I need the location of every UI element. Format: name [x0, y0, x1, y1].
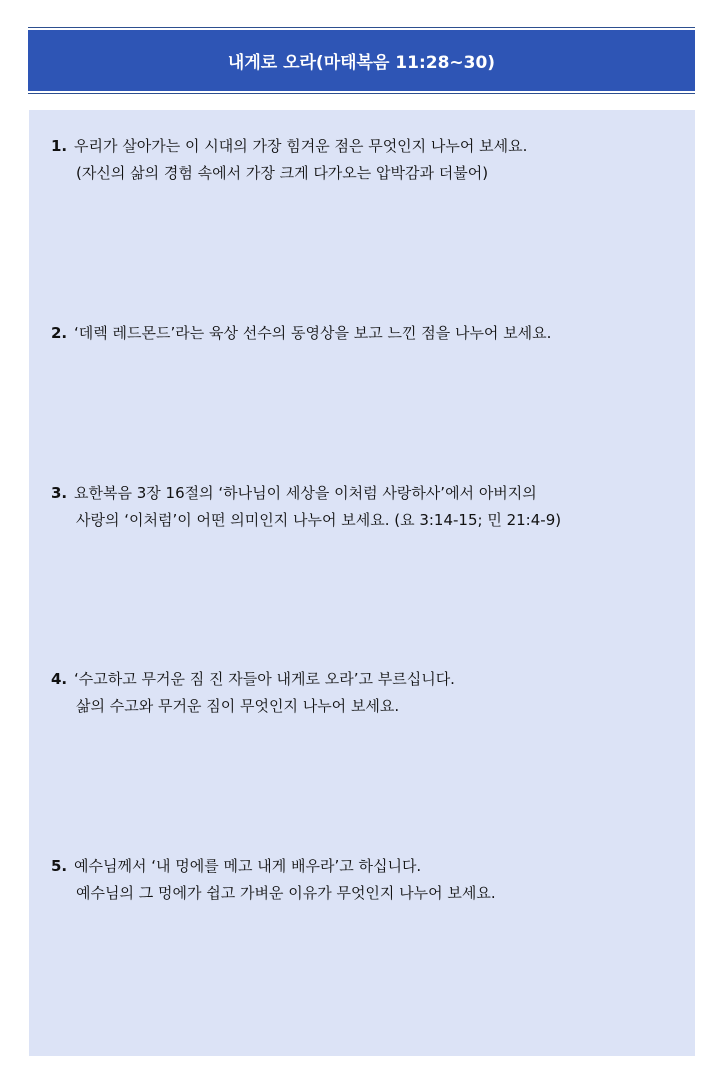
question-5 [51, 853, 681, 907]
question-number: 1. [51, 137, 68, 155]
question-3 [51, 480, 681, 534]
question-number: 5. [51, 857, 68, 875]
question-2 [51, 320, 681, 347]
page-title: 내게로 오라(마태복음 11:28~30) [28, 30, 695, 91]
question-text: ‘수고하고 무거운 짐 진 자들아 내게로 오라’고 부르십니다. [74, 670, 455, 688]
question-text: 삶의 수고와 무거운 짐이 무엇인지 나누어 보세요. [76, 697, 400, 715]
question-text: 사랑의 ‘이처럼’이 어떤 의미인지 나누어 보세요. (요 3:14-15; 민 21:4-9) [76, 511, 562, 529]
question-number: 3. [51, 484, 68, 502]
question-number: 4. [51, 670, 68, 688]
question-3-line-1 [51, 480, 681, 507]
question-1-line-2 [51, 160, 681, 187]
question-5-line-2 [51, 880, 681, 907]
question-5-line-1 [51, 853, 681, 880]
question-1 [51, 133, 681, 187]
question-3-line-2 [51, 507, 681, 534]
question-4-line-2 [51, 693, 681, 720]
question-4-line-1 [51, 666, 681, 693]
question-number: 2. [51, 324, 68, 342]
question-text: 예수님께서 ‘내 멍에를 메고 내게 배우라’고 하십니다. [74, 857, 422, 875]
question-text: (자신의 삶의 경험 속에서 가장 크게 다가오는 압박감과 더불어) [76, 164, 489, 182]
question-text: 우리가 살아가는 이 시대의 가장 힘겨운 점은 무엇인지 나누어 보세요. [74, 137, 528, 155]
question-1-line-1 [51, 133, 681, 160]
question-panel [29, 110, 695, 1056]
question-text: 예수님의 그 멍에가 쉽고 가벼운 이유가 무엇인지 나누어 보세요. [76, 884, 496, 902]
title-frame [28, 27, 695, 94]
question-text: ‘데렉 레드몬드’라는 육상 선수의 동영상을 보고 느낀 점을 나누어 보세요. [74, 324, 552, 342]
question-4 [51, 666, 681, 720]
question-text: 요한복음 3장 16절의 ‘하나님이 세상을 이처럼 사랑하사’에서 아버지의 [74, 484, 537, 502]
question-2-line-1 [51, 320, 681, 347]
